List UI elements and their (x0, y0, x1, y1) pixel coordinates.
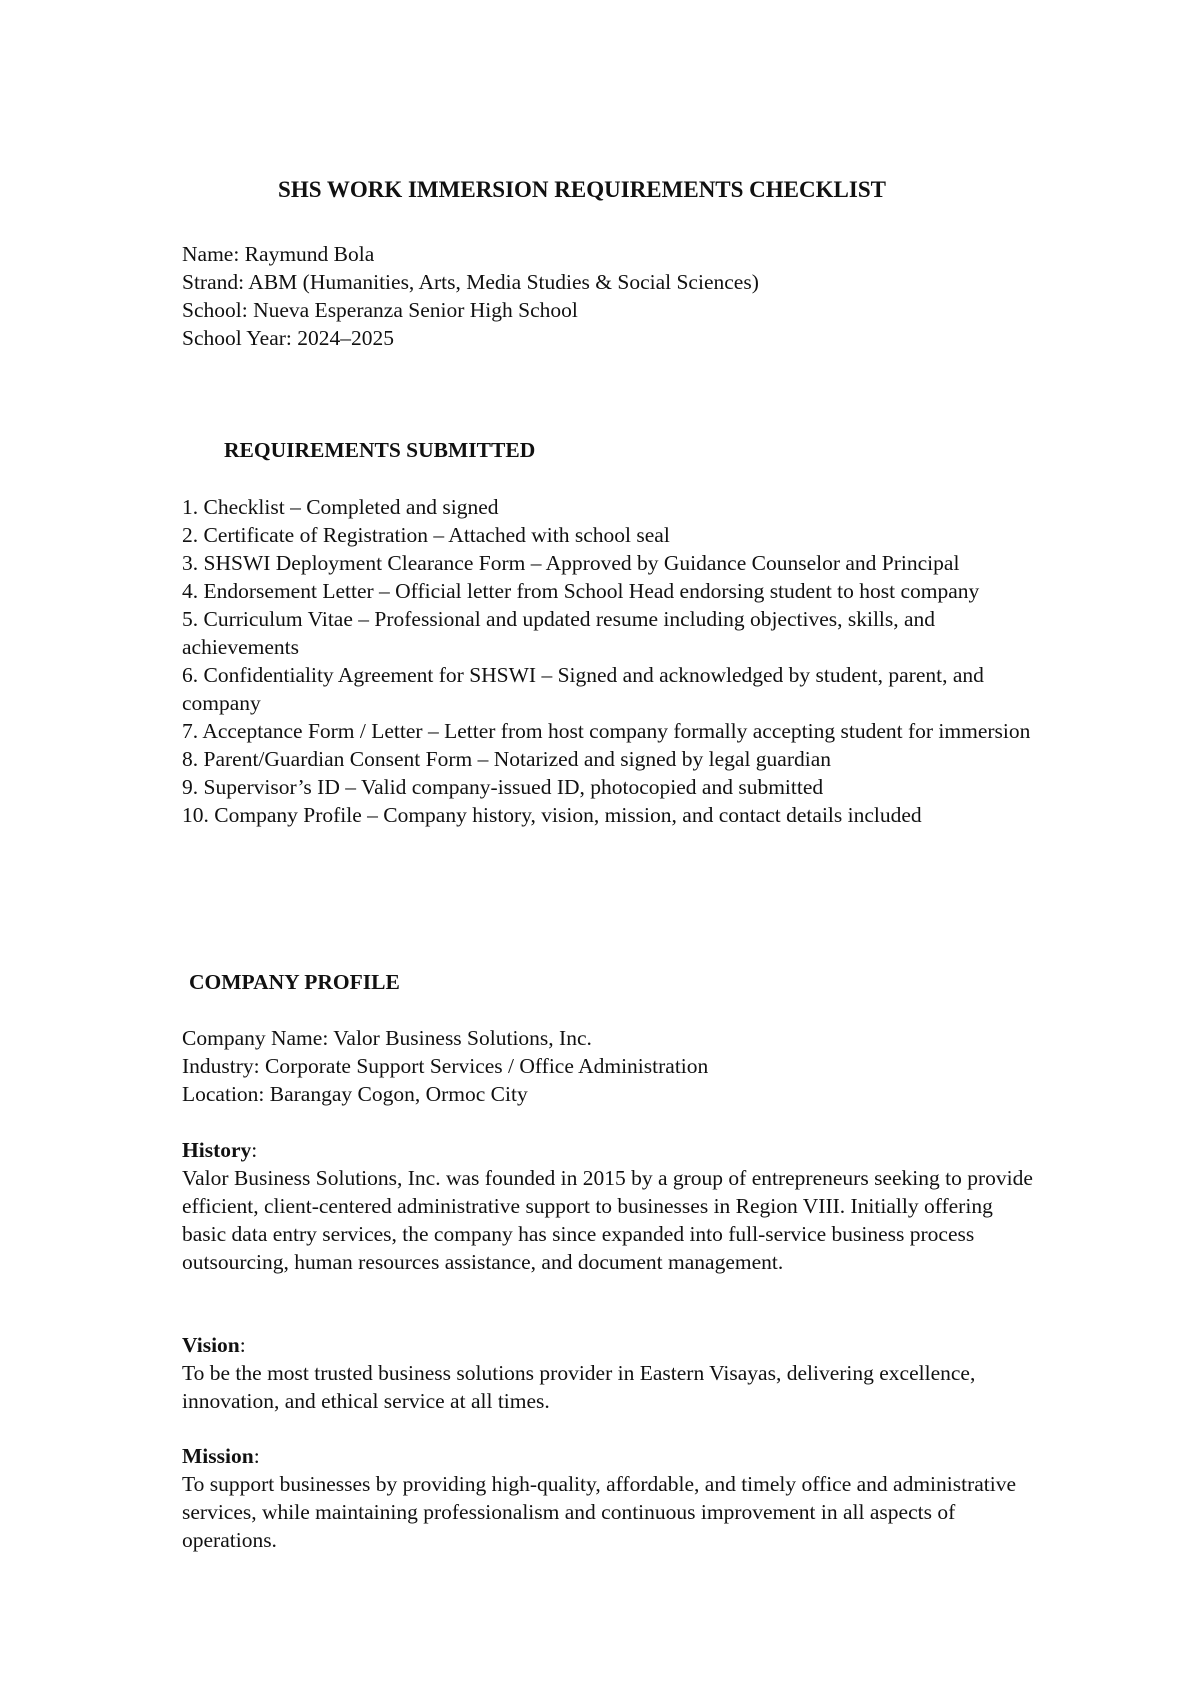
requirement-item: 1. Checklist – Completed and signed (182, 495, 499, 519)
student-strand: Strand: ABM (Humanities, Arts, Media Studies & Social Sciences) (182, 270, 759, 294)
student-name: Name: Raymund Bola (182, 242, 375, 266)
mission-label-colon: : (253, 1444, 260, 1468)
vision-text: To be the most trusted business solutions provider in Eastern Visayas, delivering excellence, innovation, and ethical service at all times. (182, 1361, 976, 1413)
student-school: School: Nueva Esperanza Senior High School (182, 298, 578, 322)
history-label-colon: : (251, 1138, 258, 1162)
requirement-item: 4. Endorsement Letter – Official letter from School Head endorsing student to host company (182, 579, 980, 603)
mission-label (182, 1442, 1042, 1470)
requirement-item: 8. Parent/Guardian Consent Form – Notarized and signed by legal guardian (182, 747, 832, 771)
requirement-item: 6. Confidentiality Agreement for SHSWI – Signed and acknowledged by student, parent, and company (182, 663, 984, 715)
requirements-heading: REQUIREMENTS SUBMITTED (224, 438, 536, 462)
vision-label (182, 1331, 1042, 1359)
school-year: School Year: 2024–2025 (182, 326, 395, 350)
history-text: Valor Business Solutions, Inc. was founded in 2015 by a group of entrepreneurs seeking to provide efficient, client-centered administrative support to businesses in Region VIII. Initially offering basic data entry services, the company has since expanded into full-service business process outsourcing, human resources assistance, and document management. (182, 1166, 1033, 1274)
history-section (182, 1136, 1042, 1276)
company-profile-heading: COMPANY PROFILE (189, 970, 400, 994)
requirements-list (182, 493, 1042, 829)
history-label (182, 1136, 1042, 1164)
requirement-item: 7. Acceptance Form / Letter – Letter from host company formally accepting student for immersion (182, 719, 1031, 743)
requirement-item: 5. Curriculum Vitae – Professional and updated resume including objectives, skills, and achievements (182, 607, 936, 659)
vision-label-colon: : (239, 1333, 246, 1357)
company-info (182, 1024, 1042, 1108)
mission-text: To support businesses by providing high-quality, affordable, and timely office and administrative services, while maintaining professionalism and continuous improvement in all aspects of operations. (182, 1472, 1017, 1552)
requirement-item: 2. Certificate of Registration – Attached with school seal (182, 523, 670, 547)
vision-section (182, 1331, 1042, 1415)
vision-label-text: Vision (182, 1333, 240, 1357)
student-info (182, 240, 1042, 352)
company-industry: Industry: Corporate Support Services / Office Administration (182, 1054, 709, 1078)
history-label-text: History (182, 1138, 252, 1162)
company-location: Location: Barangay Cogon, Ormoc City (182, 1082, 528, 1106)
requirement-item: 9. Supervisor’s ID – Valid company-issued ID, photocopied and submitted (182, 775, 824, 799)
document-title: SHS WORK IMMERSION REQUIREMENTS CHECKLIST (278, 177, 886, 202)
requirement-item: 10. Company Profile – Company history, vision, mission, and contact details included (182, 803, 922, 827)
mission-section (182, 1442, 1042, 1554)
requirement-item: 3. SHSWI Deployment Clearance Form – Approved by Guidance Counselor and Principal (182, 551, 960, 575)
company-name: Company Name: Valor Business Solutions, Inc. (182, 1026, 592, 1050)
mission-label-text: Mission (182, 1444, 254, 1468)
